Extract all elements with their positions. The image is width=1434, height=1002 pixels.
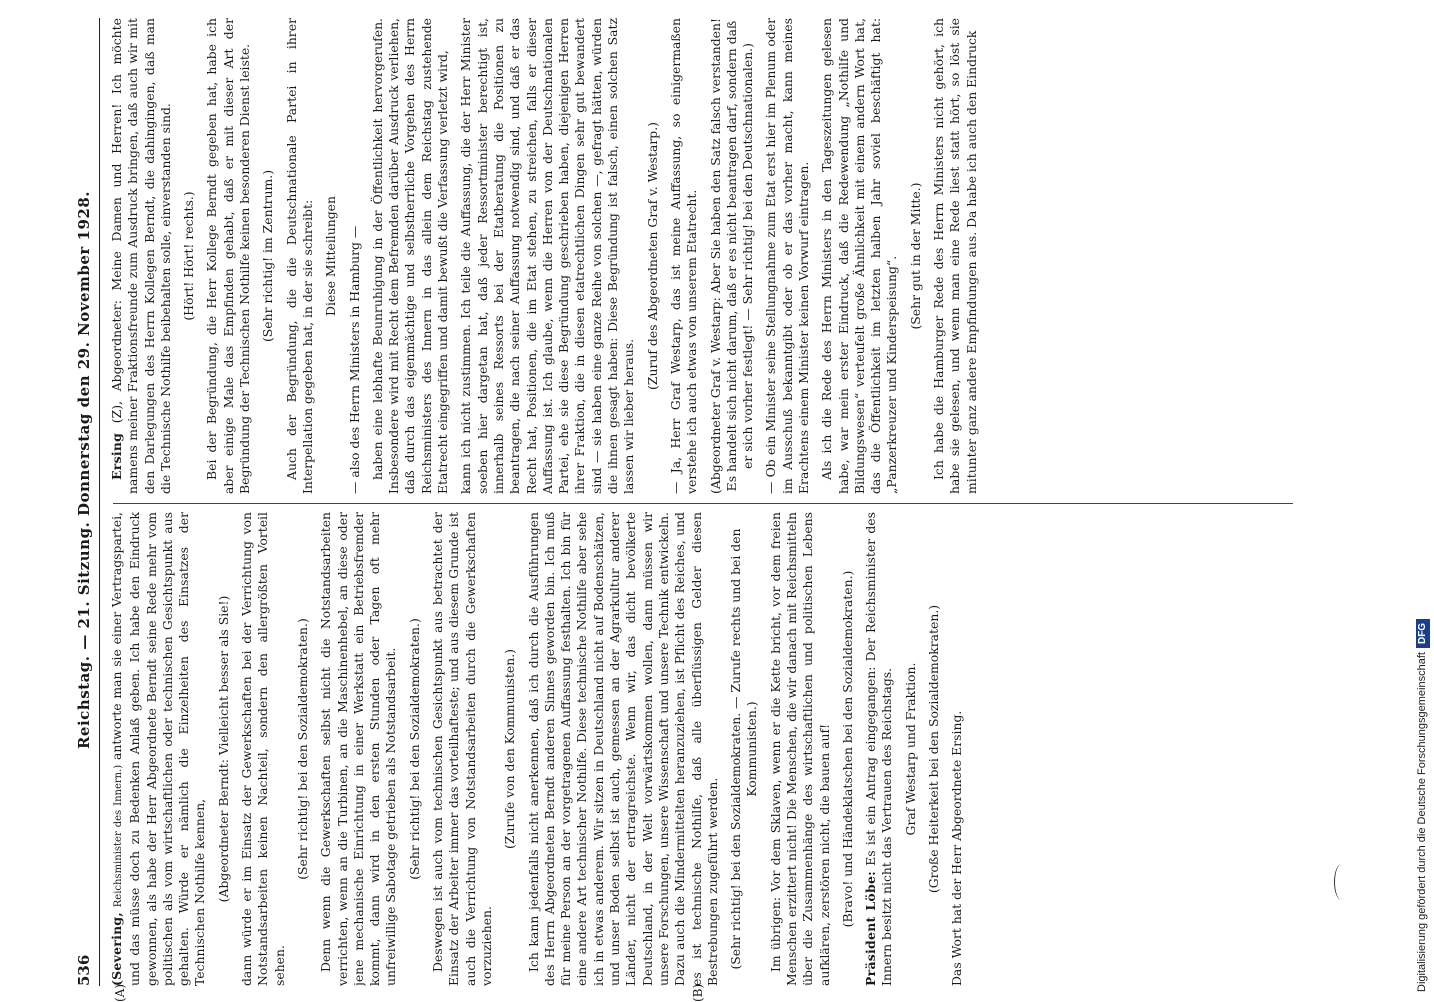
pen-mark <box>1334 864 1349 900</box>
paragraph: Bei der Begründung, die Herr Kollege Berndt gegeben hat, habe ich aber einige Male das Empfinden gehabt, daß er mit dieser Art der Begründung der Technischen Nothilfe keinen besonderen Dienst leiste. <box>204 18 253 494</box>
paragraph: kann ich nicht zustimmen. Ich teile die Auffassung, die der Herr Minister soeben hier dargetan hat, daß jeder Ressortminister berechtigt ist, innerhalb seines Ressorts bei der Etatberatung die Positionen zu beantragen, die nach seiner Auffassung notwendig sind, und daß er das Recht hat, Positionen, die im Etat stehen, zu streichen, falls er dieser Auffassung ist. Ich glaube, wenn die Herren von der Deutschnationalen Partei, ehe sie diese Begründung geschrieben haben, diejenigen Herren ihrer Fraktion, die in diesen etatrechtlichen Dingen sehr gut bewandert sind — sie haben eine ganze Reihe von solchen —, gefragt hätten, würden die ihnen gesagt haben: Diese Begründung ist falsch, einen solchen Satz lassen wir lieber heraus. <box>458 18 637 494</box>
paragraph: — also des Herrn Ministers in Hamburg — <box>346 225 362 494</box>
speaker-role: Reichsminister des Innern.) <box>113 764 124 908</box>
interjection: (Hört! Hört! rechts.) <box>181 191 197 321</box>
interjection: (Abgeordneter Berndt: Vielleicht besser als Sie!) <box>215 595 231 903</box>
speaker-name: Ersing <box>109 432 124 480</box>
left-text-column <box>109 512 1369 986</box>
signature-line: Graf Westarp und Fraktion. <box>902 662 918 836</box>
margin-marker-a: (A) <box>113 983 127 1002</box>
interjection: (Sehr richtig! bei den Sozialdemokraten.) <box>406 618 422 880</box>
interjection: (Zurufe von den Kommunisten.) <box>502 649 518 849</box>
digitization-credit <box>1412 8 1432 992</box>
dfg-logo: DFG <box>1416 619 1430 648</box>
interjection: (Abgeordneter Graf v. Westarp: Aber Sie haben den Satz falsch verstanden! Es handelt sich nicht darum, daß er es nicht beantragen darf, sondern daß er sich vorher festlegt! — Sehr richtig! bei den Deutschnationalen.) <box>707 18 756 494</box>
paragraph: — Ja, Herr Graf Westarp, das ist meine Auffassung, so einigermaßen verstehe ich auch etwas von unserem Etatrecht. <box>667 18 700 494</box>
interjection: (Sehr richtig! im Zentrum.) <box>260 169 276 343</box>
paragraph: dann würde er im Einsatz der Gewerkschaften bei der Verrichtung von Notstandsarbeiten keinen Nachteil, sondern den allergrößten Vorteil sehen. <box>239 512 287 986</box>
interjection: (Sehr gut in der Mitte.) <box>907 182 923 330</box>
interjection: (Bravo! und Händeklatschen bei den Sozialdemokraten.) <box>839 570 855 928</box>
paragraph: Denn wenn die Gewerkschaften selbst nicht die Notstandsarbeiten verrichten, wenn an die Turbinen, an die Maschinenhebel, an diese oder jene mechanische Einrichtung in einer Werkstatt ein Betriebsfremder kommt, dann wird in den ersten Stunden oder Tagen oft mehr unfreiwillige Sabotage getrieben als Notstandsarbeit. <box>318 512 399 986</box>
paragraph: Ich habe die Hamburger Rede des Herrn Ministers nicht gehört, ich habe sie gelesen, und wenn man eine Rede liest statt hört, so löst sie mitunter ganz andere Empfindungen aus. Da habe ich auch den Eindruck <box>931 18 979 494</box>
paragraph-text: Es ist ein Antrag eingegangen: Der Reichsminister des Innern besitzt nicht das Vertrauen des Reichstags. <box>863 512 895 986</box>
paragraph <box>109 512 209 986</box>
rotated-page-content <box>67 0 1407 1000</box>
paragraph-text: Meine Damen und Herren! Ich möchte namens meiner Fraktionsfreunde zum Ausdruck bringen, daß auch wir mit den Darlegungen des Herrn Kollegen Berndt, die dahingingen, daß man die Technische Nothilfe beibehalten solle, einverstanden sind. <box>109 18 173 494</box>
paragraph: Deswegen ist auch vom technischen Gesichtspunkt aus betrachtet der Einsatz der Arbeiter immer das vorteilhafteste; und aus diesem Grunde ist auch die Verrichtung von Notstandsarbeiten durch die Gewerkschaften vorzuziehen. <box>430 512 494 986</box>
margin-marker-b: (B) <box>691 983 705 1002</box>
paragraph-text: antworte man sie einer Vertragspartei, und das müsse doch zu Bedenken Anlaß geben. Ich habe den Eindruck gewonnen, als habe der Herr Abgeordnete Berndt seine Rede mehr vom politischen als vom wirtschaftlichen oder technischen Gesichtspunkt aus gehalten. Würde er nämlich die Einzelheiten des Einsatzes der Technischen Nothilfe kennen, <box>109 512 208 986</box>
paragraph: Als ich die Rede des Herrn Ministers in den Tageszeitungen gelesen habe, war mein erster Eindruck, daß die Redewendung „Nothilfe und Bildungswesen“ verteufelt große Ähnlichkeit mit einem andern Wort hat, das die Öffentlichkeit im letzten halben Jahr soviel beschäftigt hat: „Panzerkreuzer und Kinderspeisung“. <box>819 18 900 494</box>
speaker-party: (Z), Abgeordneter: <box>109 300 124 424</box>
interjection: (Zuruf des Abgeordneten Graf v. Westarp.) <box>644 122 660 390</box>
interjection: (Sehr richtig! bei den Sozialdemokraten. — Zurufe rechts und bei den Kommunisten.) <box>728 528 760 970</box>
speaker-name: Präsident Löbe: <box>863 870 879 986</box>
credit-text: Digitalisierung gefördert durch die Deutsche Forschungsgemeinschaft <box>1416 652 1428 992</box>
header-rule <box>99 18 100 986</box>
quotation-block: haben eine lebhafte Beunruhigung in der Öffentlichkeit hervorgerufen. Insbesondere wird mit Recht dem Befremden darüber Ausdruck verliehen, daß durch das eigenmächtige und selbstherrliche Vorgehen des Herrn Reichsministers des Innern in das allein dem Reichstag zustehende Etatrecht eingegriffen und damit bewußt die Verfassung verletzt wird, <box>369 18 451 494</box>
quotation-line: Diese Mitteilungen <box>323 196 339 316</box>
interjection: (Sehr richtig! bei den Sozialdemokraten.) <box>294 618 310 880</box>
running-header-title: Reichstag. — 21. Sitzung. Donnerstag den 29. November 1928. <box>75 190 93 750</box>
paragraph <box>863 512 896 986</box>
page-number: 536 <box>75 954 93 986</box>
paragraph <box>109 18 174 494</box>
interjection: (Große Heiterkeit bei den Sozialdemokraten.) <box>926 604 942 894</box>
paragraph: Im übrigen: Vor dem Sklaven, wenn er die Kette bricht, vor dem freien Menschen erzittert nicht! Die Menschen, die wir danach mit Reichsmitteln über die Zusammenhänge des wirtschaftlichen und politischen Lebens aufklären, zerstören nicht, die bauen auf! <box>767 512 832 986</box>
paragraph: Das Wort hat der Herr Abgeordnete Ersing. <box>949 710 965 986</box>
column-divider <box>113 503 1293 504</box>
paragraph: — Ob ein Minister seine Stellungnahme zum Etat erst hier im Plenum oder im Ausschuß bekanntgibt oder ob er das vorher macht, kann meines Erachtens einem Minister keinen Vorwurf eintragen. <box>763 18 811 494</box>
speaker-name: (Severing, <box>109 912 124 986</box>
paragraph: Auch der Begründung, die die Deutschnationale Partei in ihrer Interpellation gegeben hat, in der sie schreibt: <box>283 18 315 494</box>
paragraph: Ich kann jedenfalls nicht anerkennen, daß ich durch die Ausführungen des Herrn Abgeordneten Berndt anderen Sinnes geworden bin. Ich muß für meine Person an der vorgetragenen Auffassung festhalten. Ich bin für eine andere Art technischer Nothilfe. Diese technische Nothilfe aber sehe ich in etwas anderem. Wir sitzen in Deutschland nicht auf Bodenschätzen, und unser Boden selbst ist auch, gemessen an der Agrarkultur anderer Länder, nicht der ertragreichste. Wenn wir, das dicht bevölkerte Deutschland, in der Welt vorwärtskommen wollen, dann müssen wir unsere Forschungen, unsere Wissenschaft und unsere Technik entwickeln. Dazu auch die Mindermittelten heranzuziehen, ist Pflicht des Reiches, und es ist technische Nothilfe, daß alle überflüssigen Gelder diesen Bestrebungen zugeführt werden. <box>525 512 720 986</box>
right-text-column <box>109 18 1369 494</box>
